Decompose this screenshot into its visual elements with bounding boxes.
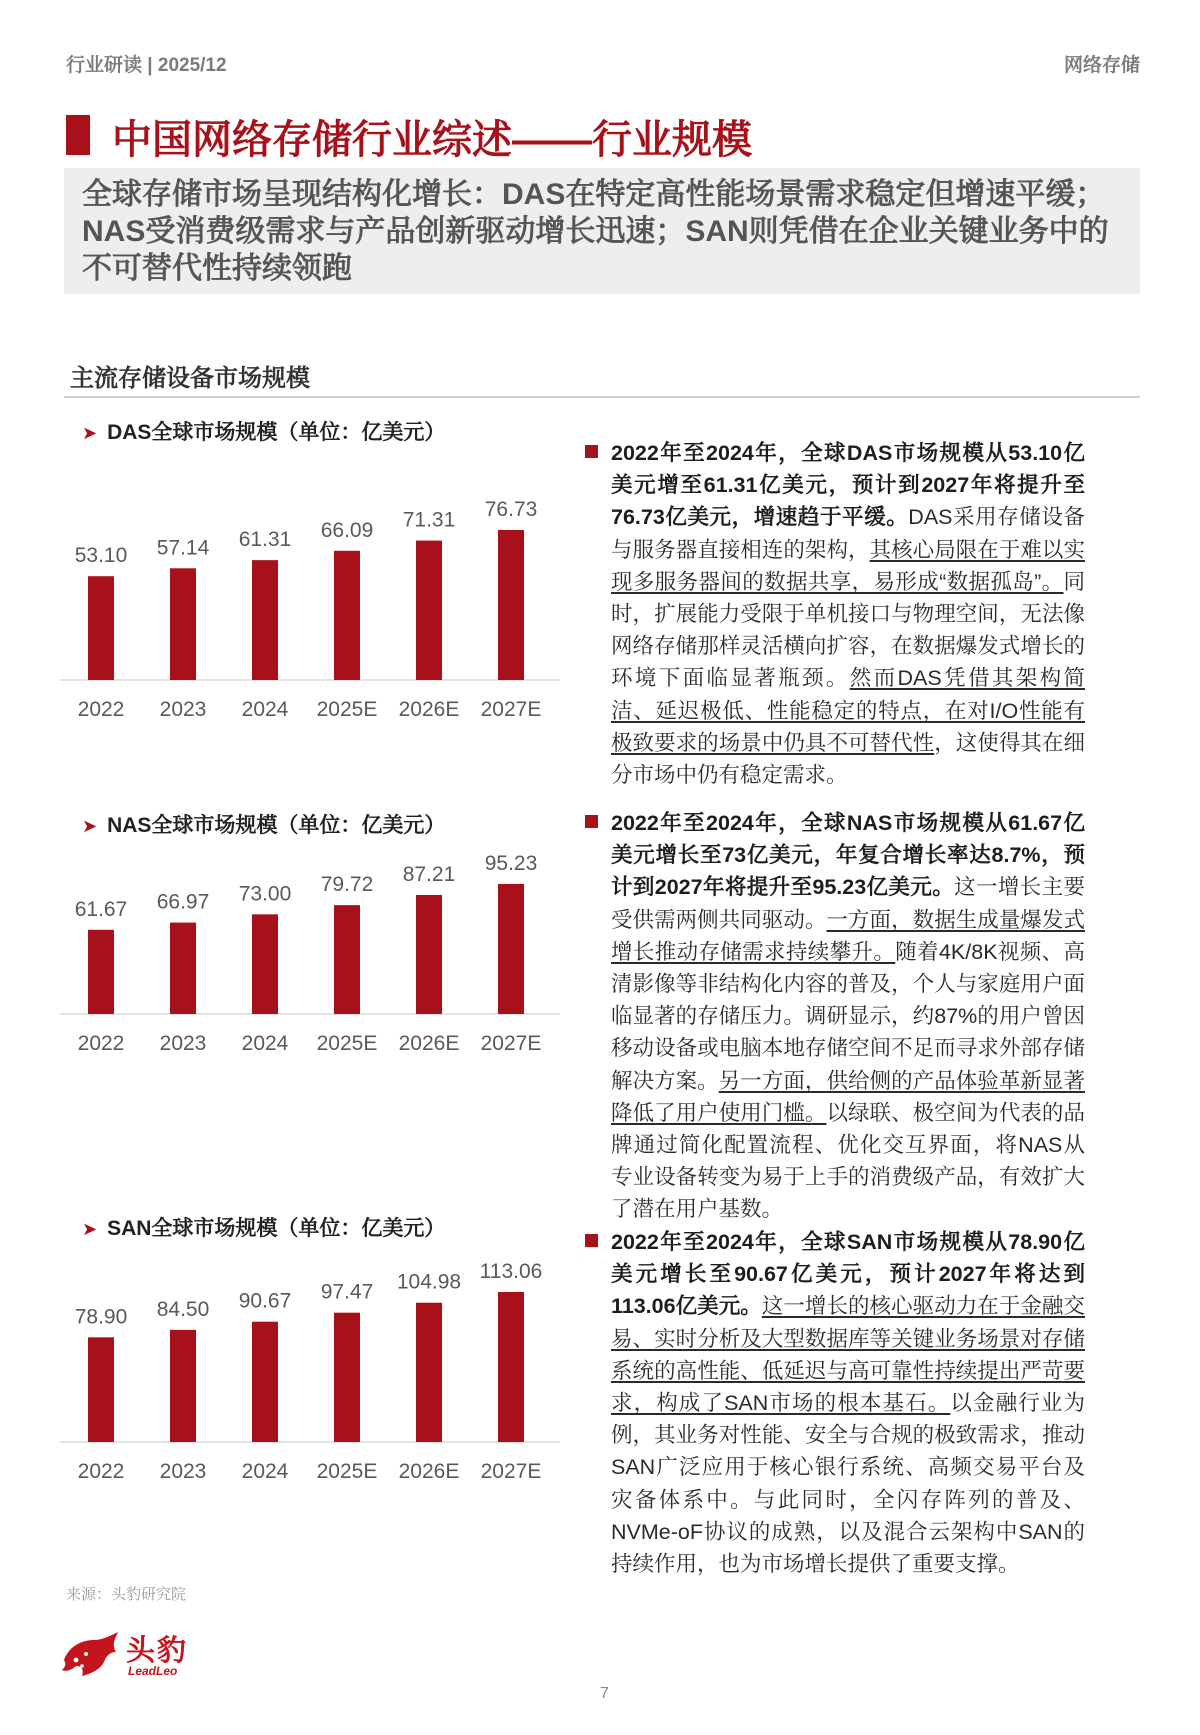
summary-box [64,168,1140,294]
san-paragraph-bold: 2022年至2024年，全球SAN市场规模从78.90亿美元增长至90.67亿美元，预计2027年将达到113.06亿美元。 [611,1230,1085,1319]
value-label-2022: 78.90 [74,1305,128,1329]
value-label-2026E: 71.31 [402,508,456,532]
das-paragraph-text1: DAS采用存储设备与服务器直接相连的架构， [611,505,1085,562]
bar-2027E [498,530,524,680]
leopard-logo-icon [60,1630,122,1678]
bar-2022 [88,1337,114,1442]
tick-label-2026E: 2026E [398,698,460,721]
page-title: 中国网络存储行业综述——行业规模 [112,118,752,162]
tick-label-2023: 2023 [159,1460,207,1483]
value-label-2022: 53.10 [74,544,128,568]
tick-label-2025E: 2025E [316,1032,378,1055]
tick-label-2027E: 2027E [480,698,542,721]
bar-2027E [498,1292,524,1442]
tick-label-2024: 2024 [241,1032,289,1055]
nas-bar-chart [60,852,560,1172]
tick-label-2023: 2023 [159,1032,207,1055]
arrow-right-icon: ➤ [82,423,98,443]
value-label-2023: 57.14 [156,536,210,560]
value-label-2024: 61.31 [238,528,292,552]
san-paragraph [585,1226,1085,1580]
value-label-2025E: 66.09 [320,518,374,542]
value-label-2025E: 97.47 [320,1280,374,1304]
logo-english-text: LeadLeo [128,1664,178,1678]
chart-title-nas-text: NAS全球市场规模（单位：亿美元） [107,814,446,837]
square-bullet-icon [585,1234,598,1247]
arrow-right-icon: ➤ [82,816,98,836]
das-paragraph-body [611,437,1085,791]
tick-label-2023: 2023 [159,698,207,721]
das-paragraph-text3: ，这使得其在细分市场中仍有稳定需求。 [611,730,1085,788]
tick-label-2022: 2022 [77,698,125,721]
header-left-text: 行业研读 | 2025/12 [66,55,227,76]
value-label-2027E: 113.06 [479,1260,543,1283]
bar-2024 [252,1322,278,1442]
arrow-right-icon: ➤ [82,1219,98,1239]
das-paragraph-underline1: 其核心局限在于难以实现多服务器间的数据共享，易形成“数据孤岛”。 [611,537,1085,594]
bar-2023 [170,1330,196,1442]
nas-paragraph-text2: 随着4K/8K视频、高清影像等非结构化内容的普及，个人与家庭用户面临显著的存储压力。调研显示，约87%的用户曾因移动设备或电脑本地存储空间不足而寻求外部存储解决方案。 [611,939,1085,1093]
tick-label-2026E: 2026E [398,1460,460,1483]
tick-label-2025E: 2025E [316,698,378,721]
value-label-2026E: 87.21 [402,862,456,886]
page-number: 7 [600,1685,609,1702]
bar-2023 [170,923,196,1014]
bar-2026E [416,1303,442,1442]
nas-paragraph [585,807,1085,1226]
tick-label-2022: 2022 [77,1460,125,1483]
title-accent-bar [66,115,90,155]
tick-label-2026E: 2026E [398,1032,460,1055]
chart-title-san [82,1212,445,1242]
square-bullet-icon [585,815,598,828]
value-label-2027E: 95.23 [484,852,538,875]
nas-paragraph-text3: 以绿联、极空间为代表的品牌通过简化配置流程、优化交互界面，将NAS从专业设备转变为易于上手的消费级产品，有效扩大了潜在用户基数。 [611,1100,1085,1222]
value-label-2025E: 79.72 [320,873,374,897]
bar-2026E [416,895,442,1014]
das-bar-chart [60,480,560,770]
bar-2025E [334,1313,360,1442]
san-bar-chart [60,1262,560,1547]
nas-paragraph-underline1: 一方面，数据生成量爆发式增长推动存储需求持续攀升。 [611,907,1085,964]
bar-2023 [170,568,196,680]
nas-paragraph-bold: 2022年至2024年，全球NAS市场规模从61.67亿美元增长至73亿美元，年复合增长率达8.7%，预计到2027年将提升至95.23亿美元。 [611,811,1085,900]
summary-text: 全球存储市场呈现结构化增长：DAS在特定高性能场景需求稳定但增速平缓；NAS受消费级需求与产品创新驱动增长迅速；SAN则凭借在企业关键业务中的不可替代性持续领跑 [82,178,1109,285]
tick-label-2027E: 2027E [480,1460,542,1483]
das-paragraph [585,437,1085,791]
value-label-2023: 66.97 [156,890,210,914]
value-label-2024: 73.00 [238,882,292,906]
header-right-text: 网络存储 [1063,55,1140,76]
square-bullet-icon [585,445,598,458]
value-label-2023: 84.50 [156,1297,210,1321]
logo [60,1628,200,1680]
section-title: 主流存储设备市场规模 [70,365,310,392]
bar-2024 [252,560,278,680]
san-paragraph-underline1: 这一增长的核心驱动力在于金融交易、实时分析及大型数据库等关键业务场景对存储系统的高性能、低延迟与高可靠性持续提出严苛要求，构成了SAN市场的根本基石。 [611,1294,1085,1416]
chart-title-das-text: DAS全球市场规模（单位：亿美元） [107,421,446,444]
bar-2024 [252,914,278,1014]
bar-2026E [416,541,442,680]
das-paragraph-bold: 2022年至2024年，全球DAS市场规模从53.10亿美元增至61.31亿美元，预计到2027年将提升至76.73亿美元，增速趋于平缓。 [611,441,1085,530]
value-label-2022: 61.67 [74,897,128,921]
tick-label-2027E: 2027E [480,1032,542,1055]
san-paragraph-text2: 以金融行业为例，其业务对性能、安全与合规的极致需求，推动SAN广泛应用于核心银行系统、高频交易平台及灾备体系中。与此同时，全闪存阵列的普及、NVMe-oF协议的成熟，以及混合云架构中SAN的持续作用，也为市场增长提供了重要支撑。 [611,1391,1085,1577]
value-label-2024: 90.67 [238,1289,292,1313]
san-paragraph-body [611,1226,1085,1580]
chart-title-das [82,416,445,446]
value-label-2027E: 76.73 [484,498,538,521]
value-label-2026E: 104.98 [396,1270,462,1294]
das-paragraph-text2: 同时，扩展能力受限于单机接口与物理空间，无法像网络存储那样灵活横向扩容，在数据爆发式增长的环境下面临显著瓶颈。 [611,569,1085,691]
tick-label-2025E: 2025E [316,1460,378,1483]
section-divider [64,396,1140,398]
das-paragraph-underline2: 然而DAS凭借其架构简洁、延迟极低、性能稳定的特点，在对I/O性能有极致要求的场景中仍具不可替代性 [611,666,1085,755]
bar-2025E [334,551,360,680]
nas-paragraph-underline2: 另一方面，供给侧的产品体验革新显著降低了用户使用门槛。 [611,1068,1085,1125]
nas-paragraph-text1: 这一增长主要受供需两侧共同驱动。 [611,875,1085,932]
logo-chinese-text: 头豹 [126,1635,189,1667]
tick-label-2022: 2022 [77,1032,125,1055]
bar-2027E [498,884,524,1014]
tick-label-2024: 2024 [241,1460,289,1483]
bar-2022 [88,930,114,1014]
source-note: 来源：头豹研究院 [66,1586,187,1603]
chart-title-nas [82,809,445,839]
bar-2022 [88,576,114,680]
chart-title-san-text: SAN全球市场规模（单位：亿美元） [107,1217,446,1240]
nas-paragraph-body [611,807,1085,1226]
bar-2025E [334,905,360,1014]
tick-label-2024: 2024 [241,698,289,721]
